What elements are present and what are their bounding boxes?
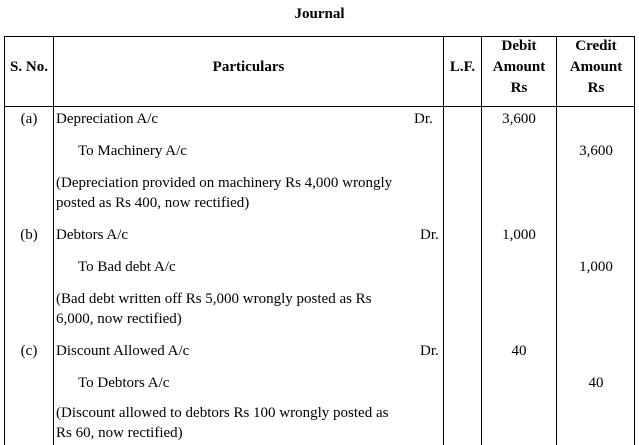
col-divider	[443, 36, 444, 445]
journal-title: Journal	[294, 6, 345, 22]
header-divider	[4, 106, 635, 107]
header-lf: L.F.	[449, 59, 476, 75]
credit-amount: 1,000	[579, 259, 613, 275]
dr-marker: Dr.	[420, 343, 439, 359]
header-particulars: Particulars	[212, 59, 285, 75]
debit-amount: 1,000	[502, 227, 536, 243]
credit-account: To Debtors A/c	[78, 375, 170, 391]
narration: (Discount allowed to debtors Rs 100 wrongly posted as Rs 60, now rectified)	[56, 405, 389, 441]
dr-marker: Dr.	[420, 227, 439, 243]
dr-marker: Dr.	[414, 111, 433, 127]
narration: (Depreciation provided on machinery Rs 4,000 wrongly posted as Rs 400, now rectified)	[56, 175, 393, 211]
entry-sno: (c)	[20, 343, 38, 359]
credit-account: To Bad debt A/c	[78, 259, 176, 275]
entry-sno: (b)	[20, 227, 38, 243]
entry-sno: (a)	[20, 111, 38, 127]
debit-account: Debtors A/c	[56, 227, 129, 243]
header-sno: S. No.	[10, 59, 48, 75]
debit-account: Depreciation A/c	[56, 111, 159, 127]
header-credit: Credit Amount Rs	[569, 38, 623, 96]
credit-amount: 40	[588, 375, 604, 391]
credit-amount: 3,600	[579, 143, 613, 159]
col-divider	[53, 36, 54, 445]
debit-amount: 40	[511, 343, 527, 359]
narration: (Bad debt written off Rs 5,000 wrongly posted as Rs 6,000, now rectified)	[56, 291, 372, 327]
credit-account: To Machinery A/c	[78, 143, 187, 159]
header-debit: Debit Amount Rs	[492, 38, 546, 96]
debit-amount: 3,600	[502, 111, 536, 127]
debit-account: Discount Allowed A/c	[56, 343, 190, 359]
